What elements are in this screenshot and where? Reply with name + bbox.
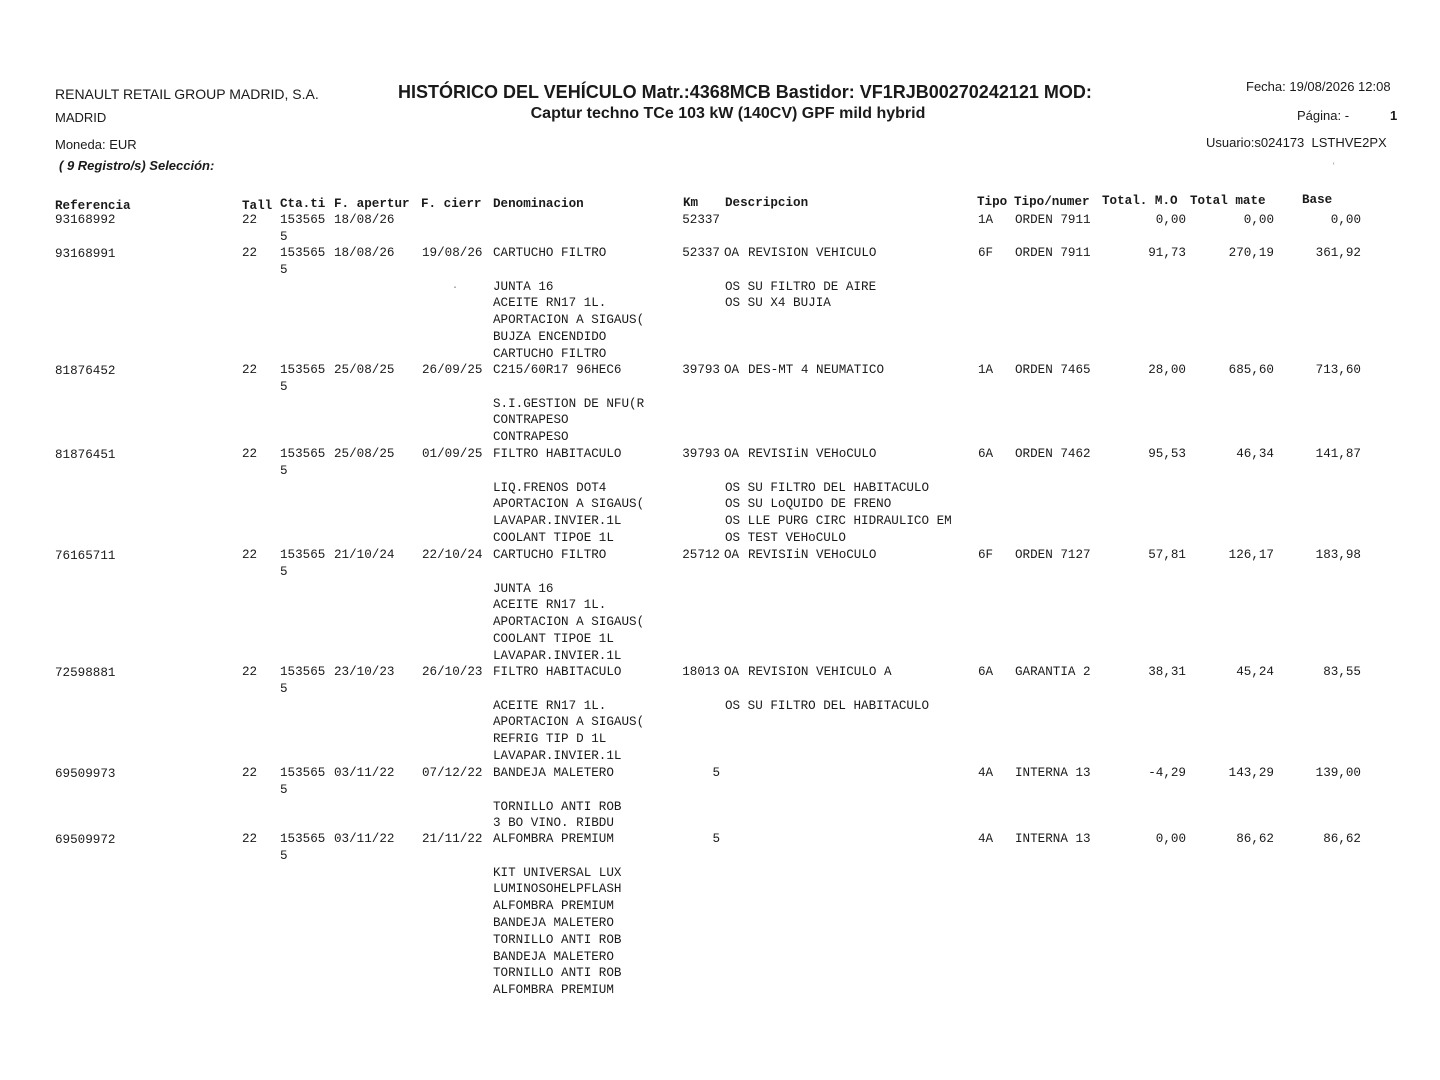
record-cuenta: 153565 xyxy=(280,832,326,846)
record-item: ALFOMBRA PREMIUM xyxy=(493,832,614,846)
record-desc-prefix: OA xyxy=(724,363,740,377)
record-tipo: 6A xyxy=(978,665,994,679)
record-item: BUJZA ENCENDIDO xyxy=(493,330,607,344)
col-fecha-cierre: F. cierr xyxy=(421,197,482,211)
record-item: COOLANT TIPOE 1L xyxy=(493,531,614,545)
record-total-mate: 0,00 xyxy=(1243,213,1274,227)
record-total-mate: 46,34 xyxy=(1236,447,1274,461)
record-total-mate: 270,19 xyxy=(1228,246,1274,260)
record-fecha-apertura: 21/10/24 xyxy=(334,548,395,562)
record-item: APORTACION A SIGAUS( xyxy=(493,715,645,730)
record-desc-prefix: OA xyxy=(724,548,740,562)
col-fecha-apertura: F. apertur xyxy=(334,197,410,211)
record-referencia: 81876452 xyxy=(55,364,116,378)
record-total-mo: 38,31 xyxy=(1148,665,1186,679)
record-referencia: 69509972 xyxy=(55,833,116,847)
record-cuenta: 153565 xyxy=(280,363,326,377)
col-km: Km xyxy=(683,196,699,210)
record-km: 18013 xyxy=(682,665,720,679)
record-item: CONTRAPESO xyxy=(493,430,569,445)
record-referencia: 93168992 xyxy=(55,213,116,227)
record-tipo: 6F xyxy=(978,246,994,260)
record-cuenta: 153565 xyxy=(280,447,326,461)
record-descripcion: DES-MT 4 NEUMATICO xyxy=(748,363,885,377)
record-descripcion: OS SU FILTRO DEL HABITACULO xyxy=(725,480,930,495)
record-descripcion: OS LLE PURG CIRC HIDRAULICO EM xyxy=(725,514,952,529)
record-fecha-apertura: 25/08/25 xyxy=(334,363,395,377)
record-km: 39793 xyxy=(682,363,720,377)
record-item: KIT UNIVERSAL LUX xyxy=(493,865,622,880)
record-fecha-cierre: 26/10/23 xyxy=(422,665,483,679)
record-descripcion: REVISION VEHICULO A xyxy=(748,665,892,679)
record-fecha-cierre: 22/10/24 xyxy=(422,548,483,562)
record-referencia: 93168991 xyxy=(55,247,116,261)
record-item: BANDEJA MALETERO xyxy=(493,916,614,930)
record-item: JUNTA 16 xyxy=(493,279,554,294)
record-cuenta-suffix: 5 xyxy=(280,262,288,277)
record-cuenta: 153565 xyxy=(280,213,326,227)
record-referencia: 72598881 xyxy=(55,666,116,680)
record-fecha-cierre: 21/11/22 xyxy=(422,832,483,846)
record-item: ALFOMBRA PREMIUM xyxy=(493,983,614,998)
record-tipo-numero: ORDEN 7462 xyxy=(1015,447,1091,461)
record-item: ACEITE RN17 1L. xyxy=(493,296,607,311)
record-fecha-cierre: 19/08/26 xyxy=(422,246,483,260)
record-fecha-cierre: 26/09/25 xyxy=(422,363,483,377)
record-total-mate: 45,24 xyxy=(1236,665,1274,679)
record-desc-prefix: OA xyxy=(724,447,740,461)
record-descripcion: OS SU LoQUIDO DE FRENO xyxy=(725,497,892,512)
col-total-mo: Total. M.O xyxy=(1102,194,1178,208)
record-item: TORNILLO ANTI ROB xyxy=(493,932,622,947)
col-cuenta: Cta.ti xyxy=(280,197,326,211)
record-total-mo: 91,73 xyxy=(1148,246,1186,260)
record-referencia: 81876451 xyxy=(55,448,116,462)
record-item: TORNILLO ANTI ROB xyxy=(493,966,622,981)
record-cuenta-suffix: 5 xyxy=(280,681,288,696)
record-item: APORTACION A SIGAUS( xyxy=(493,615,645,630)
record-tipo: 4A xyxy=(978,766,994,780)
record-km: 25712 xyxy=(682,548,720,562)
company-city: MADRID xyxy=(55,110,107,125)
record-cuenta-suffix: 5 xyxy=(280,229,288,244)
record-cuenta: 153565 xyxy=(280,766,326,780)
record-item: LAVAPAR.INVIER.1L xyxy=(493,648,622,663)
record-cuenta: 153565 xyxy=(280,548,326,562)
record-item: ACEITE RN17 1L. xyxy=(493,698,607,713)
page-number: 1 xyxy=(1390,108,1398,123)
record-referencia: 76165711 xyxy=(55,549,116,563)
record-taller: 22 xyxy=(242,363,258,377)
record-tipo: 1A xyxy=(978,363,994,377)
record-item: C215/60R17 96HEC6 xyxy=(493,363,622,377)
col-tipo: Tipo xyxy=(977,195,1008,209)
record-item: APORTACION A SIGAUS( xyxy=(493,497,645,512)
scan-dot: · xyxy=(452,283,459,294)
record-total-mo: 95,53 xyxy=(1148,447,1186,461)
record-desc-prefix: OA xyxy=(724,665,740,679)
record-cuenta-suffix: 5 xyxy=(280,463,288,478)
col-descripcion: Descripcion xyxy=(725,196,809,210)
record-tipo-numero: GARANTIA 2 xyxy=(1015,665,1091,679)
col-base: Base xyxy=(1302,193,1333,207)
col-denominacion: Denominacion xyxy=(493,197,584,211)
record-fecha-apertura: 23/10/23 xyxy=(334,665,395,679)
record-fecha-cierre: 01/09/25 xyxy=(422,447,483,461)
record-total-mate: 86,62 xyxy=(1236,832,1274,846)
col-tipo-numero: Tipo/numer xyxy=(1014,195,1090,209)
record-km: 52337 xyxy=(682,246,720,260)
col-taller: Tall xyxy=(242,199,273,213)
record-descripcion: REVISION VEHICULO xyxy=(748,246,877,260)
record-total-mo: 0,00 xyxy=(1155,832,1186,846)
record-tipo-numero: ORDEN 7127 xyxy=(1015,548,1091,562)
record-taller: 22 xyxy=(242,213,258,227)
record-total-mo: -4,29 xyxy=(1148,766,1186,780)
record-base: 139,00 xyxy=(1315,766,1361,780)
record-base: 0,00 xyxy=(1330,213,1361,227)
record-taller: 22 xyxy=(242,246,258,260)
record-item: JUNTA 16 xyxy=(493,581,554,596)
record-km: 5 xyxy=(712,832,720,846)
record-desc-prefix: OA xyxy=(724,246,740,260)
record-cuenta: 153565 xyxy=(280,665,326,679)
record-tipo: 6F xyxy=(978,548,994,562)
record-referencia: 69509973 xyxy=(55,767,116,781)
page-label: Página: - xyxy=(1297,108,1350,123)
record-total-mo: 28,00 xyxy=(1148,363,1186,377)
record-cuenta-suffix: 5 xyxy=(280,379,288,394)
record-fecha-cierre: 07/12/22 xyxy=(422,766,483,780)
record-item: LAVAPAR.INVIER.1L xyxy=(493,749,622,763)
col-total-mate: Total mate xyxy=(1190,194,1266,208)
record-tipo-numero: INTERNA 13 xyxy=(1015,832,1091,846)
record-fecha-apertura: 25/08/25 xyxy=(334,447,395,461)
record-fecha-apertura: 03/11/22 xyxy=(334,832,395,846)
record-descripcion: REVISIiN VEHoCULO xyxy=(748,447,877,461)
record-total-mate: 685,60 xyxy=(1228,363,1274,377)
record-item: LIQ.FRENOS DOT4 xyxy=(493,480,607,495)
record-item: BANDEJA MALETERO xyxy=(493,766,614,780)
record-cuenta-suffix: 5 xyxy=(280,848,288,863)
record-tipo-numero: INTERNA 13 xyxy=(1015,766,1091,780)
scan-mark: ʿ xyxy=(1332,162,1336,173)
record-tipo-numero: ORDEN 7911 xyxy=(1015,246,1091,260)
record-total-mo: 0,00 xyxy=(1155,213,1186,227)
record-tipo: 1A xyxy=(978,213,994,227)
record-total-mate: 143,29 xyxy=(1228,766,1274,780)
record-item: REFRIG TIP D 1L xyxy=(493,732,607,747)
selection-summary: ( 9 Registro/s) Selección: xyxy=(59,158,215,173)
record-base: 83,55 xyxy=(1323,665,1361,679)
record-taller: 22 xyxy=(242,832,258,846)
record-km: 52337 xyxy=(682,213,720,227)
record-cuenta-suffix: 5 xyxy=(280,564,288,579)
record-descripcion: OS SU X4 BUJIA xyxy=(725,296,831,311)
record-item: CARTUCHO FILTRO xyxy=(493,246,607,260)
record-item: BANDEJA MALETERO xyxy=(493,949,614,964)
record-item: LUMINOSOHELPFLASH xyxy=(493,882,622,897)
record-item: COOLANT TIPOE 1L xyxy=(493,632,614,646)
report-title: HISTÓRICO DEL VEHÍCULO Matr.:4368MCB Bastidor: VF1RJB00270242121 MOD: xyxy=(398,82,1092,102)
record-item: CARTUCHO FILTRO xyxy=(493,548,607,562)
record-fecha-apertura: 18/08/26 xyxy=(334,213,395,227)
record-base: 141,87 xyxy=(1315,447,1361,461)
record-descripcion: OS SU FILTRO DE AIRE xyxy=(725,279,877,294)
company-name: RENAULT RETAIL GROUP MADRID, S.A. xyxy=(55,86,319,102)
record-fecha-apertura: 18/08/26 xyxy=(334,246,395,260)
record-descripcion: OS TEST VEHoCULO xyxy=(725,531,846,545)
record-item: CARTUCHO FILTRO xyxy=(493,346,607,361)
record-item: ALFOMBRA PREMIUM xyxy=(493,899,614,914)
record-tipo: 4A xyxy=(978,832,994,846)
record-tipo: 6A xyxy=(978,447,994,461)
currency-label: Moneda: EUR xyxy=(55,137,137,152)
record-item: S.I.GESTION DE NFU(R xyxy=(493,396,645,411)
col-referencia: Referencia xyxy=(55,199,131,213)
record-total-mo: 57,81 xyxy=(1148,548,1186,562)
record-base: 86,62 xyxy=(1323,832,1361,846)
report-date: Fecha: 19/08/2026 12:08 xyxy=(1246,79,1391,94)
user-info: Usuario:s024173 LSTHVE2PX xyxy=(1206,135,1387,150)
record-taller: 22 xyxy=(242,447,258,461)
record-tipo-numero: ORDEN 7465 xyxy=(1015,363,1091,377)
record-item: FILTRO HABITACULO xyxy=(493,447,622,461)
record-item: TORNILLO ANTI ROB xyxy=(493,799,622,814)
record-fecha-apertura: 03/11/22 xyxy=(334,766,395,780)
vehicle-model: Captur techno TCe 103 kW (140CV) GPF mild hybrid xyxy=(530,105,926,122)
record-item: ACEITE RN17 1L. xyxy=(493,598,607,613)
record-item: 3 BO VINO. RIBDU xyxy=(493,816,614,831)
record-item: FILTRO HABITACULO xyxy=(493,665,622,679)
record-base: 361,92 xyxy=(1315,246,1361,260)
record-taller: 22 xyxy=(242,548,258,562)
record-descripcion: REVISIiN VEHoCULO xyxy=(748,548,877,562)
record-total-mate: 126,17 xyxy=(1228,548,1274,562)
record-item: APORTACION A SIGAUS( xyxy=(493,313,645,328)
record-cuenta-suffix: 5 xyxy=(280,782,288,797)
record-item: LAVAPAR.INVIER.1L xyxy=(493,514,622,529)
record-km: 39793 xyxy=(682,447,720,461)
record-taller: 22 xyxy=(242,766,258,780)
record-item: CONTRAPESO xyxy=(493,413,569,428)
record-cuenta: 153565 xyxy=(280,246,326,260)
record-base: 713,60 xyxy=(1315,363,1361,377)
record-base: 183,98 xyxy=(1315,548,1361,562)
record-taller: 22 xyxy=(242,665,258,679)
record-tipo-numero: ORDEN 7911 xyxy=(1015,213,1091,227)
record-km: 5 xyxy=(712,766,720,780)
record-descripcion: OS SU FILTRO DEL HABITACULO xyxy=(725,698,930,713)
